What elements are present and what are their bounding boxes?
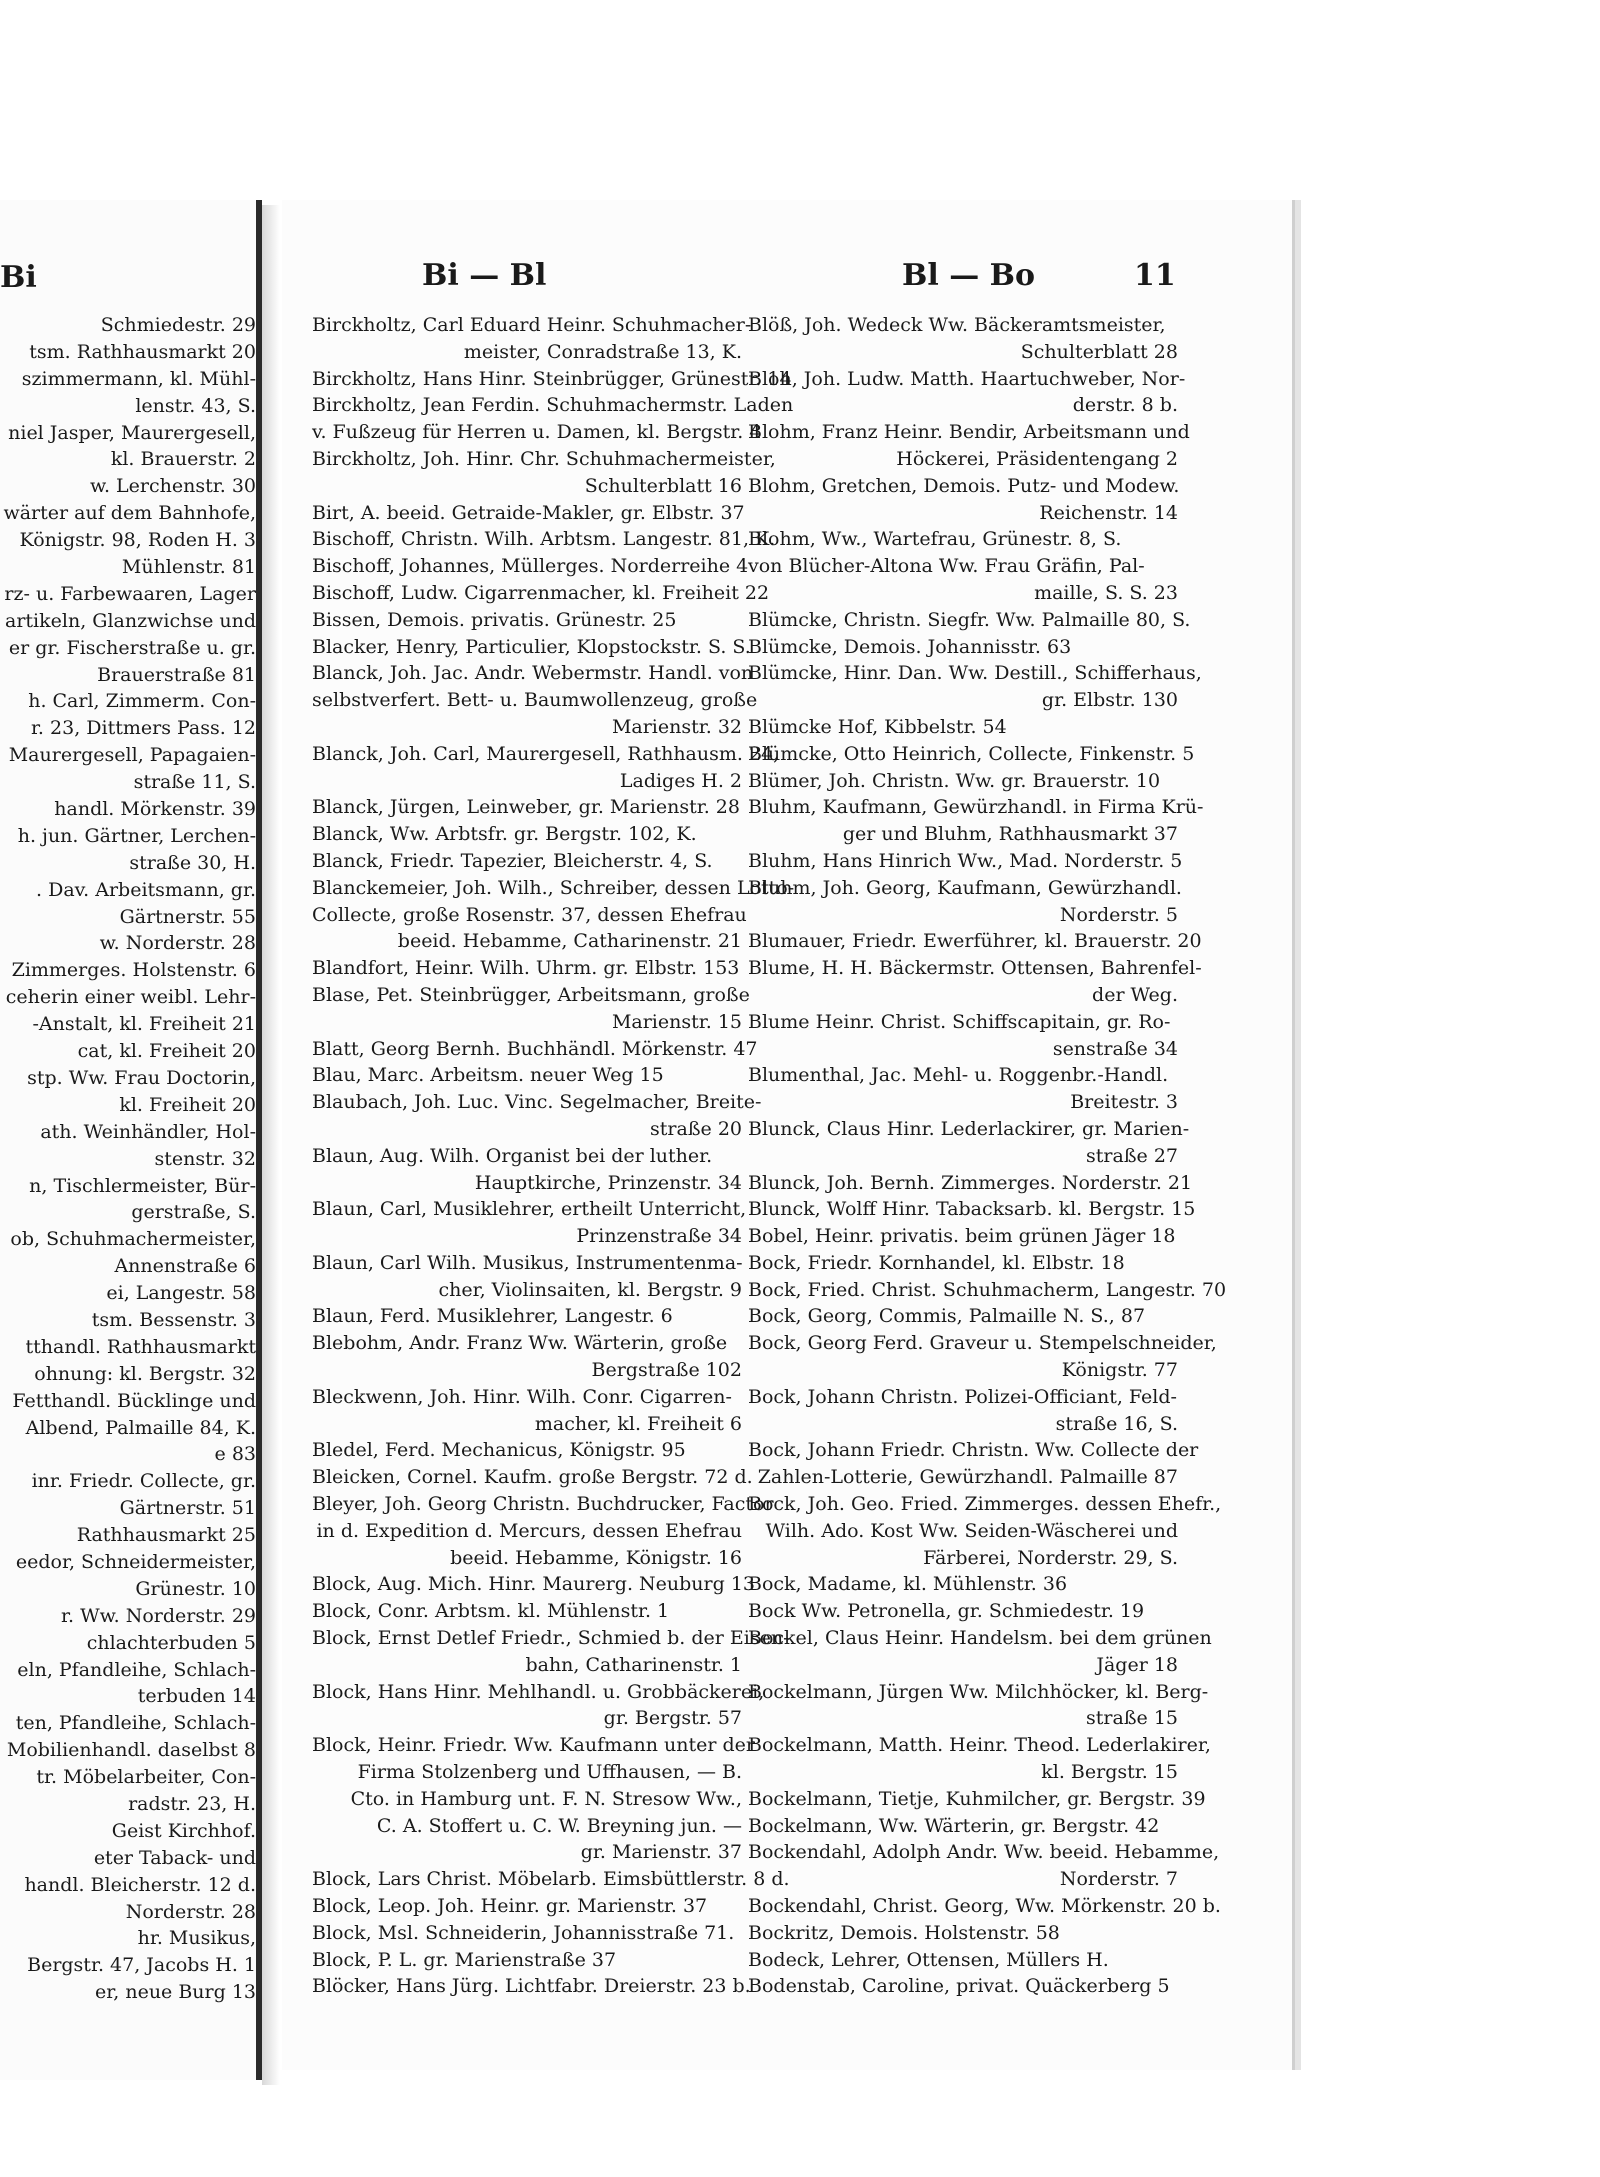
directory-entry [312, 660, 758, 740]
entry-continuation-line: gr. Elbstr. 130 [1041, 689, 1178, 712]
entry-continuation-line: Prinzenstraße 34 [576, 1225, 742, 1248]
entry-line: Bluhm, Kaufmann, Gewürzhandl. in Firma Krü- [748, 796, 1204, 819]
directory-entry [312, 848, 742, 875]
directory-entry [748, 928, 1202, 955]
directory-entry [312, 1464, 753, 1491]
directory-entry [748, 1813, 1178, 1840]
entry-continuation-line: Jäger 18 [1096, 1653, 1178, 1676]
entry-line: Bock, Friedr. Kornhandel, kl. Elbstr. 18 [748, 1251, 1125, 1274]
entry-line: Blümcke, Christn. Siegfr. Ww. Palmaille 80, S. [748, 608, 1191, 631]
entry-continuation-line: Breitestr. 3 [1070, 1091, 1178, 1114]
directory-entry [748, 553, 1178, 607]
entry-line: Birckholtz, Jean Ferdin. Schuhmachermstr. Laden [312, 394, 794, 417]
directory-entry [312, 1143, 742, 1197]
entry-continuation-line: kl. Bergstr. 15 [1041, 1761, 1178, 1784]
directory-entry [748, 1947, 1178, 1974]
directory-entry [748, 1973, 1178, 2000]
entry-continuation-line: bahn, Catharinenstr. 1 [525, 1653, 742, 1676]
entry-line: Bodenstab, Caroline, privat. Quäckerberg 5 [748, 1975, 1170, 1998]
directory-entry [748, 1893, 1221, 1920]
entry-continuation-line: derstr. 8 b. [1072, 394, 1178, 417]
page-header-left: Bi — Bl [422, 258, 547, 293]
entry-continuation-line: ger und Bluhm, Rathhausmarkt 37 [842, 823, 1178, 846]
entry-line: Blohm, Ww., Wartefrau, Grünestr. 8, S. [748, 528, 1122, 551]
entry-continuation-line: Färberei, Norderstr. 29, S. [923, 1546, 1178, 1569]
left-page-line: Rathhausmarkt 25 [76, 1524, 256, 1547]
entry-line: Bock, Johann Friedr. Christn. Ww. Collecte der [748, 1439, 1199, 1462]
directory-entry [748, 526, 1178, 553]
entry-line: Blaubach, Joh. Luc. Vinc. Segelmacher, Breite- [312, 1091, 762, 1114]
left-page-line: ohnung: kl. Bergstr. 32 [34, 1362, 256, 1385]
directory-entry [312, 392, 794, 446]
entry-line: Bock, Johann Christn. Polizei-Officiant, Feld- [748, 1385, 1177, 1408]
left-page-fragment [0, 200, 262, 2080]
entry-line: Bissen, Demois. privatis. Grünestr. 25 [312, 608, 677, 631]
directory-entry [748, 1732, 1211, 1786]
entry-line: Bleyer, Joh. Georg Christn. Buchdrucker, Factor [312, 1493, 774, 1516]
entry-continuation-line: macher, kl. Freiheit 6 [534, 1412, 742, 1435]
entry-line: Blanck, Ww. Arbtsfr. gr. Bergstr. 102, K. [312, 823, 697, 846]
directory-entry [312, 1303, 742, 1330]
entry-continuation-line: Wilh. Ado. Kost Ww. Seiden-Wäscherei und [765, 1519, 1178, 1542]
entry-continuation-line: meister, Conradstraße 13, K. [463, 340, 742, 363]
entry-line: von Blücher-Altona Ww. Frau Gräfin, Pal- [748, 555, 1145, 578]
left-page-line: ceherin einer weibl. Lehr- [5, 986, 256, 1009]
left-page-line: eter Taback- und [93, 1846, 256, 1869]
entry-line: Blaun, Carl, Musiklehrer, ertheilt Unterricht, [312, 1198, 747, 1221]
left-page-line: chlachterbuden 5 [86, 1631, 256, 1654]
directory-entry [312, 526, 776, 553]
left-page-line: radstr. 23, H. [128, 1792, 256, 1815]
left-page-line: Zimmerges. Holstenstr. 6 [11, 959, 256, 982]
left-page-line: w. Norderstr. 28 [99, 932, 256, 955]
entry-line: Blaun, Ferd. Musiklehrer, Langestr. 6 [312, 1305, 673, 1328]
left-page-line: -Anstalt, kl. Freiheit 21 [32, 1013, 256, 1036]
entry-continuation-line: Firma Stolzenberg und Uffhausen, — B. [357, 1761, 742, 1784]
left-page-line: rz- u. Farbewaaren, Lager [4, 582, 256, 605]
left-page-line: Grünestr. 10 [135, 1577, 256, 1600]
entry-line: Bockelmann, Tietje, Kuhmilcher, gr. Bergstr. 39 [748, 1787, 1206, 1810]
entry-line: Blümcke, Demois. Johannisstr. 63 [748, 635, 1072, 658]
entry-continuation-line: straße 27 [1086, 1144, 1178, 1167]
entry-continuation-line: Cto. in Hamburg unt. F. N. Stresow Ww., [350, 1787, 742, 1810]
entry-line: Blaun, Carl Wilh. Musikus, Instrumentenma- [312, 1251, 743, 1274]
entry-line: Bockendahl, Adolph Andr. Ww. beeid. Hebamme, [748, 1841, 1220, 1864]
entry-line: Blumenthal, Jac. Mehl- u. Roggenbr.-Handl. [748, 1064, 1169, 1087]
left-page-line: gerstraße, S. [131, 1201, 256, 1224]
entry-line: Block, Ernst Detlef Friedr., Schmied b. der Eisen- [312, 1627, 790, 1650]
entry-continuation-line: Marienstr. 32 [611, 715, 742, 738]
entry-line: Blunck, Wolff Hinr. Tabacksarb. kl. Bergstr. 15 [748, 1198, 1196, 1221]
left-page-line: . Dav. Arbeitsmann, gr. [36, 878, 256, 901]
left-page-line: Gärtnerstr. 55 [119, 905, 256, 928]
entry-line: Block, Lars Christ. Möbelarb. Eimsbüttlerstr. 8 d. [312, 1868, 790, 1891]
directory-entry [748, 1437, 1199, 1491]
left-page-line: h. jun. Gärtner, Lerchen- [17, 824, 256, 847]
directory-entry [312, 1598, 742, 1625]
directory-entry [748, 1223, 1178, 1250]
left-page-line: Gärtnerstr. 51 [119, 1497, 256, 1520]
entry-line: Bockelmann, Jürgen Ww. Milchhöcker, kl. Berg- [748, 1680, 1209, 1703]
directory-entry [748, 848, 1183, 875]
entry-line: Bleckwenn, Joh. Hinr. Wilh. Conr. Cigarren- [312, 1385, 732, 1408]
left-page-line: tthandl. Rathhausmarkt [25, 1335, 256, 1358]
left-page-line: tsm. Rathhausmarkt 20 [29, 340, 256, 363]
directory-entry [312, 982, 750, 1036]
entry-line: Block, Conr. Arbtsm. kl. Mühlenstr. 1 [312, 1600, 670, 1623]
left-page-line: ten, Pfandleihe, Schlach- [15, 1712, 256, 1735]
entry-line: Bockritz, Demois. Holstenstr. 58 [748, 1921, 1060, 1944]
directory-entry [748, 875, 1182, 929]
left-page-line: Bergstr. 47, Jacobs H. 1 [27, 1954, 256, 1977]
entry-line: Bock, Fried. Christ. Schuhmacherm, Langestr. 70 [748, 1278, 1227, 1301]
directory-entry [312, 1089, 762, 1143]
directory-entry [312, 1947, 742, 1974]
entry-continuation-line: Ladiges H. 2 [619, 769, 742, 792]
left-page-line: kl. Freiheit 20 [119, 1093, 256, 1116]
entry-continuation-line: maille, S. S. 23 [1034, 581, 1178, 604]
left-page-header: Bi [0, 260, 37, 295]
entry-line: Blase, Pet. Steinbrügger, Arbeitsmann, große [312, 983, 750, 1006]
left-page-line: eln, Pfandleihe, Schlach- [17, 1658, 256, 1681]
left-page-line: inr. Friedr. Collecte, gr. [31, 1470, 256, 1493]
directory-entry [748, 794, 1204, 848]
entry-line: Blümcke, Otto Heinrich, Collecte, Finkenstr. 5 [748, 742, 1195, 765]
directory-entry [748, 607, 1191, 634]
entry-continuation-line: selbstverfert. Bett- u. Baumwollenzeug, große [312, 689, 758, 712]
directory-entry [748, 366, 1186, 420]
left-page-line: hr. Musikus, [137, 1927, 256, 1950]
directory-entry [748, 1598, 1178, 1625]
directory-entry [312, 1866, 790, 1893]
left-page-line: w. Lerchenstr. 30 [89, 475, 256, 498]
entry-continuation-line: gr. Marienstr. 37 [580, 1841, 742, 1864]
entry-continuation-line: der Weg. [1092, 983, 1178, 1006]
entry-line: Blume, H. H. Bäckermstr. Ottensen, Bahrenfel- [748, 957, 1202, 980]
column-right [748, 312, 1227, 2000]
entry-continuation-line: straße 20 [650, 1117, 742, 1140]
directory-entry [312, 1893, 742, 1920]
entry-line: Blunck, Joh. Bernh. Zimmerges. Norderstr. 21 [748, 1171, 1193, 1194]
directory-entry [748, 1491, 1222, 1571]
left-page-lines [0, 312, 256, 2006]
entry-line: Blacker, Henry, Particulier, Klopstockstr. S. S. [312, 635, 751, 658]
entry-line: Blanck, Joh. Jac. Andr. Webermstr. Handl. von [312, 662, 754, 685]
directory-entry [312, 1571, 755, 1598]
directory-entry [312, 1973, 751, 2000]
left-page-line: stenstr. 32 [154, 1147, 256, 1170]
entry-line: Bock Ww. Petronella, gr. Schmiedestr. 19 [748, 1600, 1145, 1623]
directory-entry [748, 1196, 1196, 1223]
left-page-line: wärter auf dem Bahnhofe, [3, 502, 256, 525]
entry-line: Bockendahl, Christ. Georg, Ww. Mörkenstr. 20 b. [748, 1895, 1221, 1918]
left-page-line: ath. Weinhändler, Hol- [40, 1120, 256, 1143]
directory-entry [312, 446, 776, 500]
directory-entry [312, 1062, 742, 1089]
entry-line: Blatt, Georg Bernh. Buchhändl. Mörkenstr. 47 [312, 1037, 758, 1060]
left-page-line: r. 23, Dittmers Pass. 12 [30, 717, 256, 740]
directory-entry [312, 1036, 758, 1063]
directory-entry [312, 875, 795, 955]
directory-entry [748, 1786, 1206, 1813]
entry-line: Blanck, Joh. Carl, Maurergesell, Rathhausm. 24, [312, 742, 780, 765]
directory-entry [312, 1491, 774, 1571]
directory-entry [312, 580, 770, 607]
entry-line: Blümcke, Hinr. Dan. Ww. Destill., Schifferhaus, [748, 662, 1202, 685]
directory-entry [312, 1625, 790, 1679]
directory-entry [748, 1625, 1212, 1679]
entry-continuation-line: Schulterblatt 16 [584, 474, 742, 497]
directory-entry [312, 1437, 742, 1464]
entry-line: Bischoff, Christn. Wilh. Arbtsm. Langestr. 81, K. [312, 528, 776, 551]
entry-continuation-line: Bergstraße 102 [591, 1359, 742, 1382]
entry-line: Bledel, Ferd. Mechanicus, Königstr. 95 [312, 1439, 686, 1462]
entry-line: Bodeck, Lehrer, Ottensen, Müllers H. [748, 1948, 1109, 1971]
entry-line: Bluhm, Joh. Georg, Kaufmann, Gewürzhandl. [748, 876, 1182, 899]
left-page-line: Norderstr. 28 [125, 1900, 256, 1923]
directory-entry [312, 553, 749, 580]
entry-line: Bleicken, Cornel. Kaufm. große Bergstr. 72 d. [312, 1466, 753, 1489]
directory-entry [748, 1330, 1217, 1384]
left-page-line: r. Ww. Norderstr. 29 [61, 1604, 256, 1627]
directory-entry [748, 1062, 1178, 1116]
left-page-line: kl. Brauerstr. 2 [110, 448, 256, 471]
directory-entry [312, 1920, 742, 1947]
entry-line: Blaun, Aug. Wilh. Organist bei der luther. [312, 1144, 713, 1167]
entry-line: Blandfort, Heinr. Wilh. Uhrm. gr. Elbstr. 153 [312, 957, 740, 980]
directory-entry [312, 366, 792, 393]
directory-entry [748, 741, 1195, 768]
left-page-line: er, neue Burg 13 [95, 1981, 256, 2004]
left-page-line: er gr. Fischerstraße u. gr. [8, 636, 256, 659]
directory-entry [312, 500, 745, 527]
left-page-line: artikeln, Glanzwichse und [5, 609, 256, 632]
directory-entry [748, 473, 1178, 527]
entry-line: Blumauer, Friedr. Ewerführer, kl. Brauerstr. 20 [748, 930, 1202, 953]
directory-entry [748, 1303, 1178, 1330]
entry-continuation-line: beeid. Hebamme, Königstr. 16 [450, 1546, 742, 1569]
entry-continuation-line: Hauptkirche, Prinzenstr. 34 [474, 1171, 742, 1194]
entry-continuation-line: Collecte, große Rosenstr. 37, dessen Ehefrau [312, 903, 747, 926]
entry-continuation-line: Zahlen-Lotterie, Gewürzhandl. Palmaille 87 [757, 1466, 1178, 1489]
directory-entry [748, 1277, 1227, 1304]
left-page-line: straße 30, H. [129, 851, 256, 874]
entry-continuation-line: straße 15 [1086, 1707, 1178, 1730]
entry-line: Birckholtz, Joh. Hinr. Chr. Schuhmachermeister, [312, 447, 776, 470]
entry-line: Block, Msl. Schneiderin, Johannisstraße 71. [312, 1921, 735, 1944]
left-page-line: Mühlenstr. 81 [121, 556, 256, 579]
entry-line: Block, P. L. gr. Marienstraße 37 [312, 1948, 617, 1971]
entry-line: Blohm, Franz Heinr. Bendir, Arbeitsmann und [748, 421, 1190, 444]
directory-entry [748, 660, 1202, 714]
directory-entry [312, 634, 751, 661]
directory-entry [748, 312, 1178, 366]
entry-line: Blöß, Joh. Wedeck Ww. Bäckeramtsmeister, [748, 314, 1166, 336]
entry-continuation-line: gr. Bergstr. 57 [603, 1707, 742, 1730]
right-page [282, 200, 1295, 2070]
directory-entry [748, 1679, 1209, 1733]
entry-line: Bockelmann, Matth. Heinr. Theod. Lederlakirer, [748, 1734, 1211, 1757]
directory-entry [748, 1384, 1178, 1438]
directory-entry [312, 312, 752, 366]
left-page-line: stp. Ww. Frau Doctorin, [27, 1066, 256, 1089]
entry-line: Bock, Madame, kl. Mühlenstr. 36 [748, 1573, 1068, 1596]
directory-entry [748, 1116, 1190, 1170]
entry-continuation-line: C. A. Stoffert u. C. W. Breyning jun. — [376, 1814, 742, 1837]
entry-line: Blanck, Jürgen, Leinweber, gr. Marienstr. 28 [312, 796, 740, 819]
left-page-line: handl. Bleicherstr. 12 d. [24, 1873, 256, 1896]
directory-entry [312, 607, 742, 634]
left-page-line: eedor, Schneidermeister, [15, 1550, 256, 1573]
left-page-line: Albend, Palmaille 84, K. [25, 1416, 256, 1439]
entry-continuation-line: cher, Violinsaiten, kl. Bergstr. 9 [438, 1278, 742, 1301]
directory-entry [748, 714, 1178, 741]
left-page-line: cat, kl. Freiheit 20 [77, 1040, 256, 1063]
left-page-line: Fetthandl. Bücklinge und [12, 1389, 256, 1412]
directory-entry [748, 419, 1190, 473]
entry-line: Bockelmann, Ww. Wärterin, gr. Bergstr. 42 [748, 1814, 1160, 1837]
entry-continuation-line: in d. Expedition d. Mercurs, dessen Ehefrau [316, 1519, 742, 1542]
entry-line: Blanck, Friedr. Tapezier, Bleicherstr. 4, S. [312, 849, 713, 872]
entry-continuation-line: Höckerei, Präsidentengang 2 [896, 447, 1178, 470]
directory-entry [312, 1679, 765, 1733]
entry-continuation-line: Schulterblatt 28 [1020, 340, 1178, 363]
left-page-line: ob, Schuhmachermeister, [10, 1228, 256, 1251]
directory-entry [312, 794, 742, 821]
entry-line: Block, Leop. Joh. Heinr. gr. Marienstr. 37 [312, 1895, 708, 1918]
left-page-line: n, Tischlermeister, Bür- [29, 1174, 256, 1197]
directory-entry [748, 1839, 1220, 1893]
entry-line: Birt, A. beeid. Getraide-Makler, gr. Elbstr. 37 [312, 501, 745, 524]
entry-line: Blunck, Claus Hinr. Lederlackirer, gr. Marien- [748, 1117, 1190, 1140]
entry-continuation-line: Reichenstr. 14 [1039, 501, 1178, 524]
directory-entry [312, 1196, 747, 1250]
entry-line: Block, Aug. Mich. Hinr. Maurerg. Neuburg 13 [312, 1573, 755, 1596]
directory-entry [748, 1170, 1193, 1197]
entry-continuation-line: senstraße 34 [1052, 1037, 1178, 1060]
left-page-line: niel Jasper, Maurergesell, [8, 421, 256, 444]
left-page-line: Maurergesell, Papagaien- [8, 744, 256, 767]
entry-continuation-line: Norderstr. 7 [1059, 1868, 1178, 1891]
entry-line: Bockel, Claus Heinr. Handelsm. bei dem grünen [748, 1627, 1212, 1650]
entry-continuation-line: Marienstr. 15 [611, 1010, 742, 1033]
left-page-line: tr. Möbelarbeiter, Con- [36, 1766, 256, 1789]
left-page-line: straße 11, S. [133, 771, 256, 794]
left-page-line: szimmermann, kl. Mühl- [21, 367, 256, 390]
left-page-line: lenstr. 43, S. [135, 394, 256, 417]
entry-line: Blau, Marc. Arbeitsm. neuer Weg 15 [312, 1064, 664, 1087]
directory-entry [312, 741, 780, 795]
entry-line: Blebohm, Andr. Franz Ww. Wärterin, große [312, 1332, 728, 1355]
entry-continuation-line: Königstr. 77 [1061, 1359, 1178, 1382]
left-page-line: Brauerstraße 81 [97, 663, 256, 686]
entry-continuation-line: straße 16, S. [1055, 1412, 1178, 1435]
directory-entry [312, 1330, 742, 1384]
left-page-line: Annenstraße 6 [114, 1255, 256, 1278]
entry-line: Bloh, Joh. Ludw. Matth. Haartuchweber, Nor- [748, 367, 1186, 390]
directory-entry [312, 821, 742, 848]
entry-continuation-line: beeid. Hebamme, Catharinenstr. 21 [397, 930, 742, 953]
left-page-line: Mobilienhandl. daselbst 8 [6, 1739, 256, 1762]
directory-entry [748, 1571, 1178, 1598]
directory-entry [748, 1920, 1178, 1947]
directory-entry [748, 634, 1178, 661]
page-number: 11 [1134, 258, 1176, 293]
entry-line: Bock, Georg, Commis, Palmaille N. S., 87 [748, 1305, 1146, 1328]
entry-continuation-line: Norderstr. 5 [1059, 903, 1178, 926]
entry-line: Birckholtz, Hans Hinr. Steinbrügger, Grünestr. 14 [312, 367, 792, 390]
entry-line: Block, Hans Hinr. Mehlhandl. u. Grobbäckerei, [312, 1680, 765, 1703]
entry-line: Bischoff, Johannes, Müllerges. Norderreihe 4 [312, 555, 749, 578]
directory-entry [312, 1384, 742, 1438]
entry-line: Bobel, Heinr. privatis. beim grünen Jäger 18 [748, 1225, 1176, 1248]
directory-entry [748, 955, 1202, 1009]
entry-line: Bock, Georg Ferd. Graveur u. Stempelschneider, [748, 1332, 1217, 1355]
left-page-line: Schmiedestr. 29 [100, 314, 256, 336]
left-page-line: h. Carl, Zimmerm. Con- [28, 690, 256, 713]
entry-line: Blümcke Hof, Kibbelstr. 54 [748, 715, 1007, 738]
left-page-line: terbuden 14 [137, 1685, 256, 1708]
entry-continuation-line: v. Fußzeug für Herren u. Damen, kl. Bergstr. 4 [312, 421, 762, 444]
directory-entry [312, 1250, 742, 1304]
book-gutter [262, 205, 280, 2085]
entry-line: Birckholtz, Carl Eduard Heinr. Schuhmacher- [312, 314, 752, 336]
page-header-right: Bl — Bo [902, 258, 1036, 293]
entry-line: Blümer, Joh. Christn. Ww. gr. Brauerstr. 10 [748, 769, 1161, 792]
entry-line: Blöcker, Hans Jürg. Lichtfabr. Dreierstr. 23 b. [312, 1975, 751, 1998]
directory-entry [312, 955, 742, 982]
entry-line: Blanckemeier, Joh. Wilh., Schreiber, dessen Lotto- [312, 876, 795, 899]
entry-line: Block, Heinr. Friedr. Ww. Kaufmann unter der [312, 1734, 755, 1757]
entry-line: Blume Heinr. Christ. Schiffscapitain, gr. Ro- [748, 1010, 1171, 1033]
entry-line: Bock, Joh. Geo. Fried. Zimmerges. dessen Ehefr., [748, 1493, 1222, 1516]
entry-line: Blohm, Gretchen, Demois. Putz- und Modew. [748, 474, 1180, 497]
left-page-line: Geist Kirchhof. [111, 1819, 256, 1842]
directory-entry [748, 1250, 1178, 1277]
left-page-line: Königstr. 98, Roden H. 3 [19, 529, 256, 552]
left-page-line: tsm. Bessenstr. 3 [91, 1308, 256, 1331]
entry-line: Bischoff, Ludw. Cigarrenmacher, kl. Freiheit 22 [312, 581, 770, 604]
entry-line: Bluhm, Hans Hinrich Ww., Mad. Norderstr. 5 [748, 849, 1183, 872]
left-page-line: e 83 [214, 1443, 256, 1466]
directory-entry [748, 768, 1178, 795]
directory-entry [312, 1732, 755, 1866]
left-page-line: ei, Langestr. 58 [106, 1282, 256, 1305]
directory-entry [748, 1009, 1178, 1063]
column-left [312, 312, 795, 2000]
left-page-line: handl. Mörkenstr. 39 [54, 798, 256, 821]
